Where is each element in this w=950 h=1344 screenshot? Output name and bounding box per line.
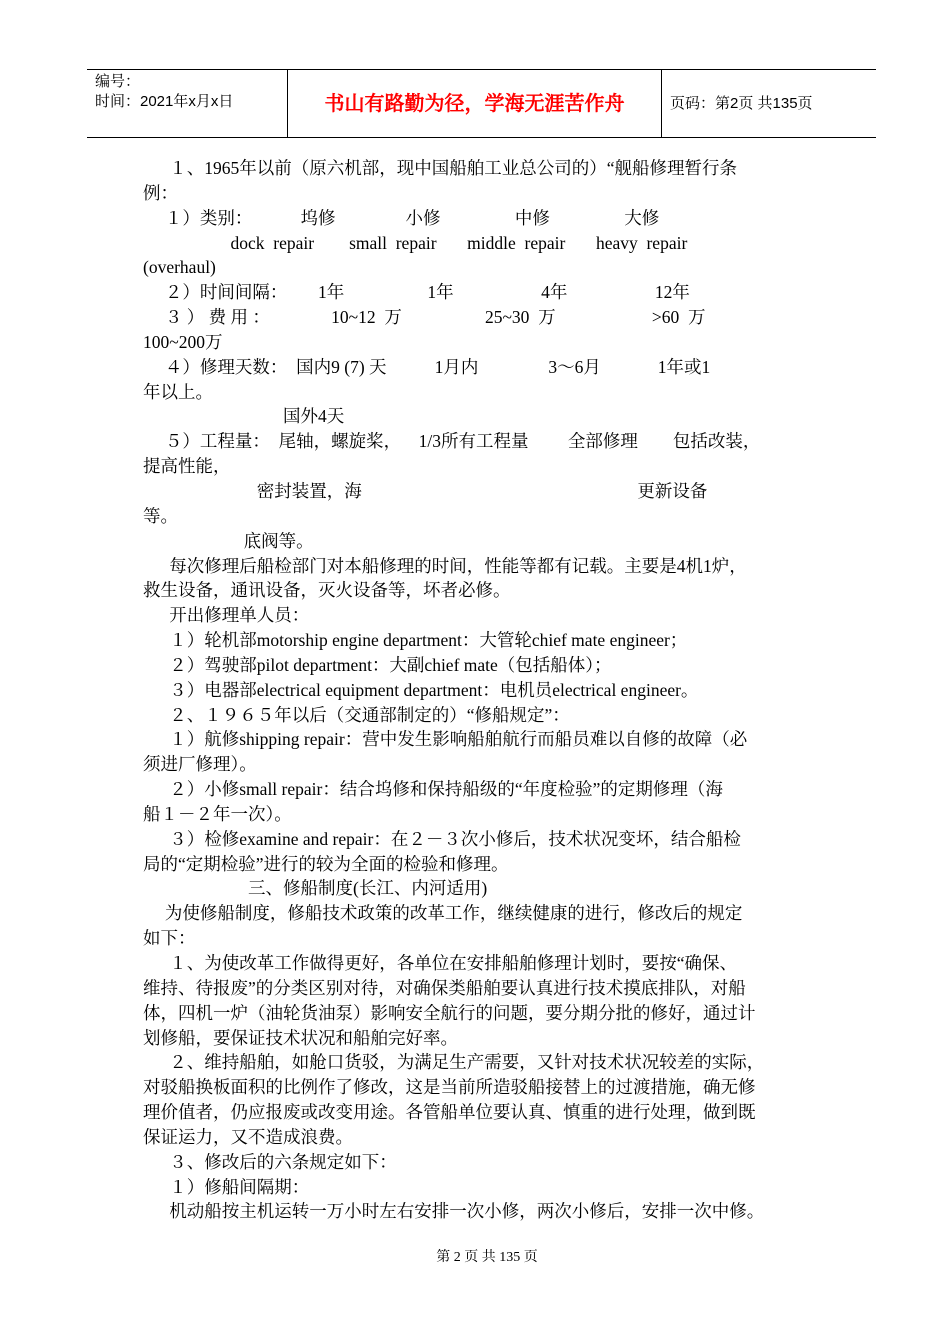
text-line: dock repair small repair middle repair heavy repair — [143, 232, 688, 253]
text-line: ５）工程量： 尾轴，螺旋桨， 1/3所有工程量 全部修理 包括改装， — [143, 431, 761, 452]
text-line: 对驳船换板面积的比例作了修改，这是当前所造驳船接替上的过渡措施，确无修 — [143, 1077, 756, 1098]
text-line: 底阀等。 — [143, 530, 314, 551]
text-line: １）修船间隔期： — [143, 1176, 310, 1197]
text-line: 100~200万 — [143, 331, 223, 352]
text-line: ２）时间间隔： 1年 1年 4年 12年 — [143, 282, 690, 303]
text-line: 维持、待报废”的分类区别对待，对确保类船舶要认真进行技术摸底排队，对船 — [143, 977, 746, 998]
text-line: 如下： — [143, 928, 196, 949]
text-line: 船１－２年一次）。 — [143, 803, 292, 824]
text-line: 例： — [143, 182, 178, 203]
text-line: ３）检修examine and repair：在２－３次小修后，技术状况变坏，结合船检 — [143, 828, 741, 849]
text-line: 为使修船制度，修船技术政策的改革工作，继续健康的进行，修改后的规定 — [143, 903, 743, 924]
text-line: 机动船按主机运转一万小时左右安排一次小修，两次小修后，安排一次中修。 — [143, 1201, 765, 1222]
text-line: 提高性能， — [143, 456, 231, 477]
header-table — [87, 69, 876, 138]
text-line: １、为使改革工作做得更好，各单位在安排船舶修理计划时，要按“确保、 — [143, 953, 738, 973]
header-right-cell — [662, 70, 877, 138]
header-left-cell — [87, 70, 288, 138]
page-footer: 第 2 页 共 135 页 — [436, 1250, 538, 1265]
text-line: ２、１９６５年以后（交通部制定的）“修船规定”： — [143, 704, 570, 725]
text-line: 开出修理单人员： — [143, 605, 310, 626]
text-line: 国外4天 — [143, 406, 345, 427]
date-label: 时间：2021年x月x日 — [95, 93, 234, 110]
text-line: ２）驾驶部pilot department：大副chief mate（包括船体）； — [143, 654, 612, 675]
text-line: 密封装置，海 更新设备 — [143, 480, 708, 501]
text-line: 三、修船制度(长江、内河适用) — [143, 878, 488, 899]
header-center-cell — [288, 70, 662, 138]
text-line: ２）小修small repair：结合坞修和保持船级的“年度检验”的定期修理（海 — [143, 779, 723, 800]
page-number-label: 页码：第2页 共135页 — [670, 95, 813, 112]
text-line: 等。 — [143, 505, 178, 526]
text-line: 每次修理后船检部门对本船修理的时间，性能等都有记载。主要是4机1炉， — [143, 555, 747, 576]
text-line: (overhaul) — [143, 257, 216, 278]
text-line: １）航修shipping repair：营中发生影响船舶航行而船员难以自修的故障（必 — [143, 729, 748, 750]
text-line: ４）修理天数： 国内9 (7) 天 1月内 3～6月 1年或1 — [143, 356, 711, 377]
text-line: 理价值者，仍应报废或改变用途。各管船单位要认真、慎重的进行处理，做到既 — [143, 1102, 756, 1123]
text-line: 须进厂修理）。 — [143, 754, 257, 775]
text-line: 保证运力，又不造成浪费。 — [143, 1126, 353, 1147]
text-line: 体，四机一炉（油轮货油泵）影响安全航行的问题，要分期分批的修好，通过计 — [143, 1002, 756, 1023]
motto-title: 书山有路勤为径，学海无涯苦作舟 — [324, 91, 625, 115]
text-line: 救生设备，通讯设备，灭火设备等，坏者必修。 — [143, 580, 511, 601]
text-line: 年以上。 — [143, 381, 213, 402]
text-line: ３ ） 费 用 ： 10~12 万 25~30 万 >60 万 — [143, 307, 706, 328]
text-line: １、1965年以前（原六机部，现中国船舶工业总公司的）“舰船修理暂行条 — [143, 158, 738, 178]
text-line: ３）电器部electrical equipment department：电机员electrical engineer。 — [143, 679, 699, 700]
document-body — [143, 156, 833, 1224]
text-line: ２、维持船舶，如舱口货驳，为满足生产需要，又针对技术状况较差的实际， — [143, 1052, 765, 1073]
doc-number-label: 编号： — [95, 73, 141, 90]
text-line: １）类别： 坞修 小修 中修 大修 — [143, 207, 660, 228]
text-line: ３、修改后的六条规定如下： — [143, 1151, 397, 1172]
text-line: 局的“定期检验”进行的较为全面的检验和修理。 — [143, 853, 509, 874]
text-line: １）轮机部motorship engine department：大管轮chief mate engineer； — [143, 630, 688, 651]
text-line: 划修船，要保证技术状况和船舶完好率。 — [143, 1027, 458, 1048]
